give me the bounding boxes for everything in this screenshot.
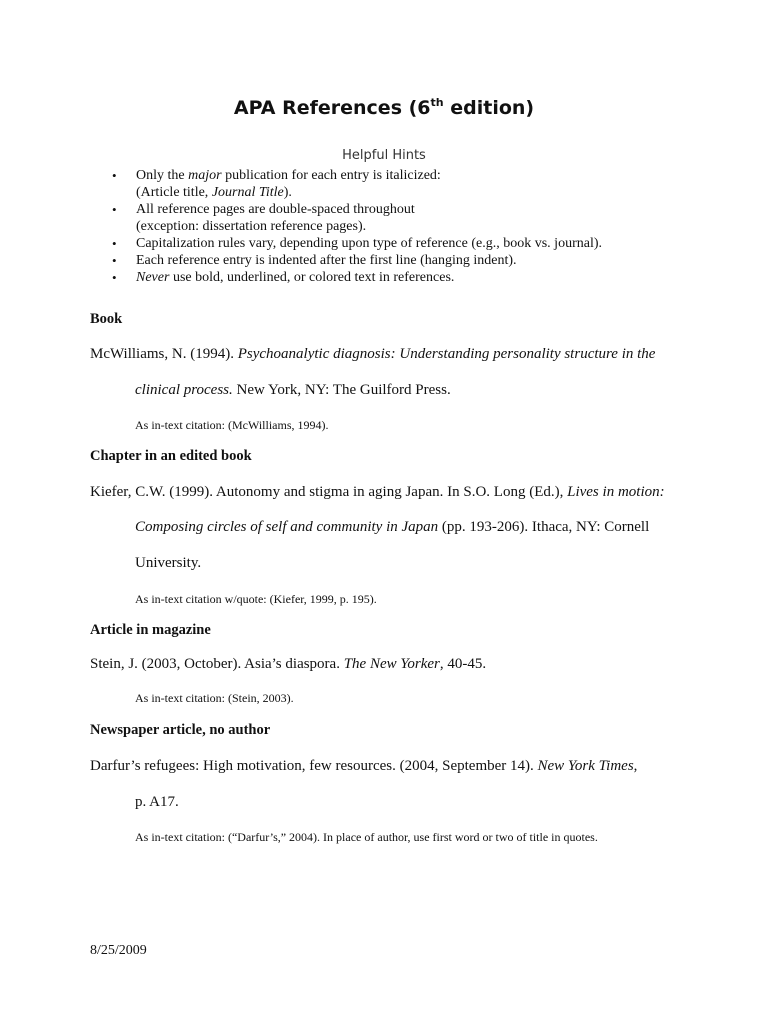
text-run: Kiefer, C.W. (1999). Autonomy and stigma in aging Japan. In S.O. Long (Ed.), [90,484,568,500]
section-heading: Article in magazine [90,622,211,638]
in-text-citation: As in-text citation: (McWilliams, 1994). [135,418,329,432]
text-run: Stein, J. (2003, October). Asia’s diaspora. [90,656,344,672]
reference-line [90,656,486,673]
text-run: publication for each entry is italicized: [221,168,441,183]
section-heading: Chapter in an edited book [90,448,252,464]
italic-text: New York Times [537,758,634,774]
bullet-icon: • [112,270,117,285]
reference-line [135,555,201,572]
in-text-citation: As in-text citation w/quote: (Kiefer, 1999, p. 195). [135,592,377,606]
title-text: APA References (6 [233,97,431,119]
text-run: Only the [136,168,189,183]
reference-line [135,382,451,399]
italic-text: Composing circles of self and community in Japan [135,519,439,535]
italic-text: Psychoanalytic diagnosis: Understanding personality structure in the [237,346,656,362]
hint-item [112,167,602,184]
section-heading: Newspaper article, no author [90,722,271,738]
bullet-icon: • [112,253,117,268]
text-run: , [633,758,638,774]
text-run: Each reference entry is indented after the first line (hanging indent). [136,253,517,268]
italic-text: Lives in motion: [567,484,665,500]
hint-item [112,184,602,201]
text-run: Darfur’s refugees: High motivation, few resources. (2004, September 14). [90,758,538,774]
reference-line [90,484,665,501]
in-text-citation: As in-text citation: (“Darfur’s,” 2004). In place of author, use first word or two of title in quotes. [135,830,598,844]
footer-date: 8/25/2009 [90,943,147,958]
text-run: All reference pages are double-spaced throughout [136,202,415,217]
title-tail: edition) [443,97,535,119]
hint-item [112,235,602,252]
text-run: New York, NY: The Guilford Press. [232,382,451,398]
bullet-icon: • [112,236,117,251]
bullet-icon: • [112,202,117,217]
italic-text: Never [136,270,170,285]
italic-text: The New Yorker [343,656,440,672]
subtitle: Helpful Hints [342,148,426,163]
text-run: Capitalization rules vary, depending upon type of reference (e.g., book vs. journal). [136,236,602,251]
reference-line [135,794,179,811]
hint-item [112,218,602,235]
bullet-icon: • [112,168,117,183]
page-title [0,96,768,119]
in-text-citation: As in-text citation: (Stein, 2003). [135,691,294,705]
reference-line [135,519,649,536]
text-run: University. [135,555,202,571]
italic-text: Journal Title [211,185,284,200]
text-run: p. A17. [135,794,179,810]
text-run: McWilliams, N. (1994). [90,346,238,362]
hint-item [112,201,602,218]
italic-text: major [188,168,222,183]
text-run: use bold, underlined, or colored text in references. [169,270,455,285]
reference-line [90,346,655,363]
hint-item [112,252,602,269]
text-run: (pp. 193-206). Ithaca, NY: Cornell [438,519,650,535]
hints-list [112,167,602,286]
text-run: , 40-45. [439,656,487,672]
section-heading: Book [90,311,123,327]
hint-item [112,269,602,286]
text-run: (exception: dissertation reference pages). [136,219,367,234]
title-superscript: th [430,96,444,109]
text-run: (Article title, [136,185,212,200]
italic-text: clinical process. [135,382,233,398]
reference-line [90,758,637,775]
text-run: ). [283,185,292,200]
